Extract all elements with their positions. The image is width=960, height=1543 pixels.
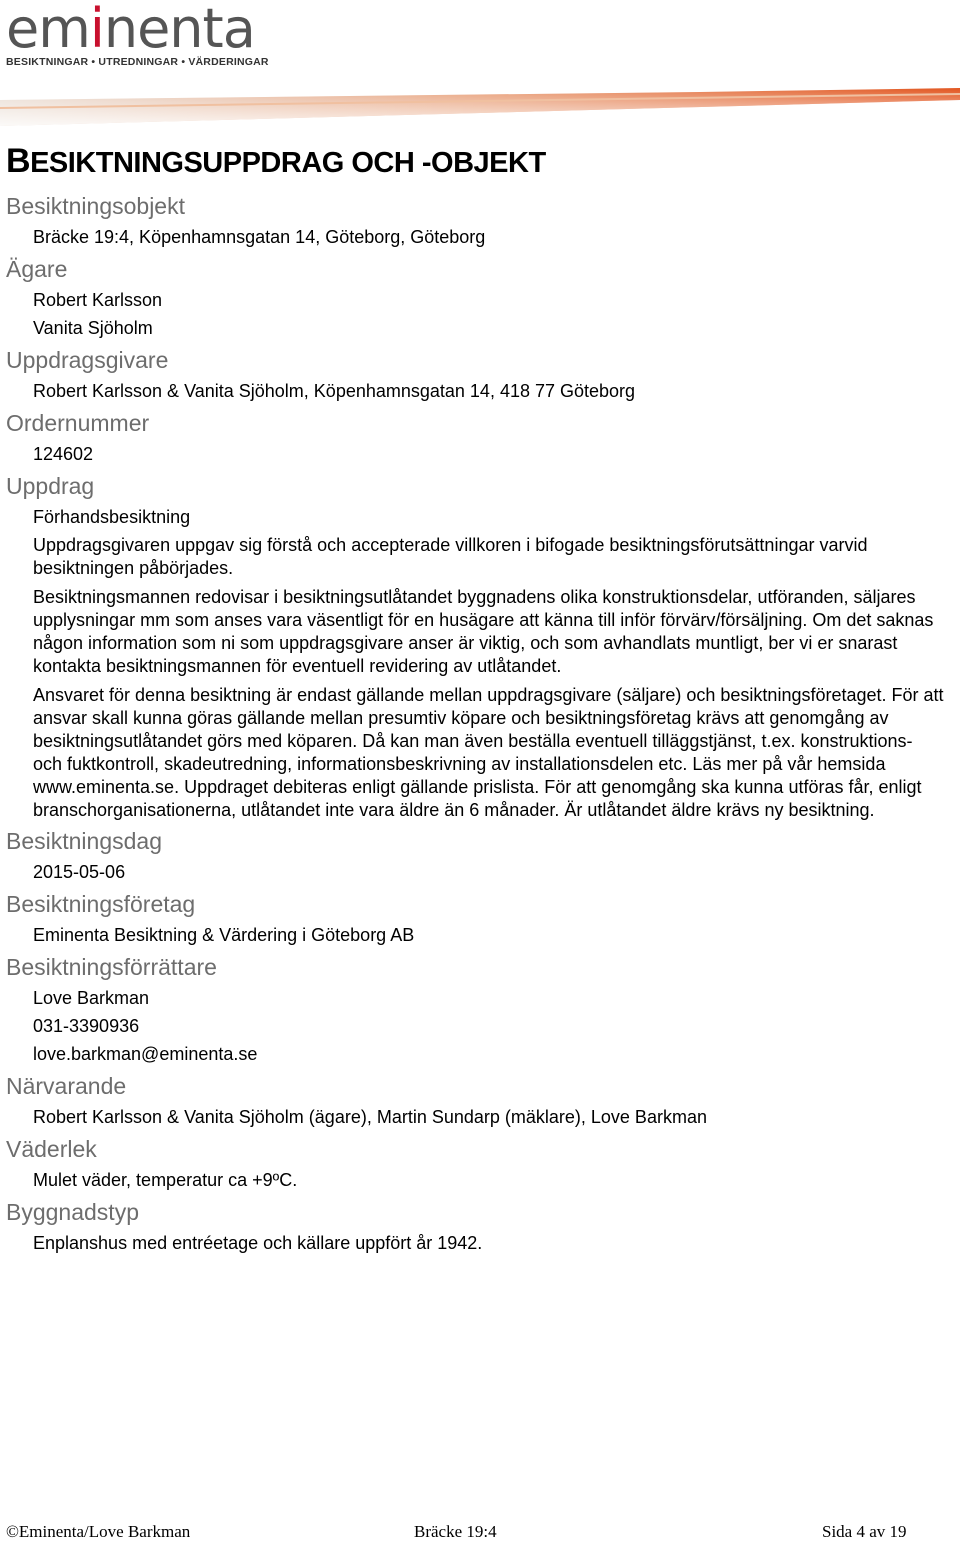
company-value: Eminenta Besiktning & Värdering i Göteborg AB (33, 925, 415, 945)
section-title-building: Byggnadstyp (6, 1199, 139, 1225)
assignment-paragraph-2: Besiktningsmannen redovisar i besiktningsutlåtandet byggnadens olika konstruktionsdelar, utföranden, säljares upplysningar mm som anses vara väsentligt för en husägare att känna till inför förvärv/försäljning. Om det saknas någon information som ni som uppdragsgivare anser är viktig, och som avhandlats muntligt, ber vi er snarast kontakta besiktningsmannen för eventuell revidering av utlåtandet. (33, 587, 934, 676)
page-footer (0, 1518, 960, 1542)
footer-property: Bräcke 19:4 (414, 1522, 497, 1541)
building-type-value: Enplanshus med entréetage och källare uppfört år 1942. (33, 1233, 483, 1253)
page-header (0, 0, 960, 130)
logo-tagline: BESIKTNINGAR • UTREDNINGAR • VÄRDERINGAR (6, 56, 269, 68)
inspector-email: love.barkman@eminenta.se (33, 1044, 258, 1064)
inspector-name: Love Barkman (33, 988, 150, 1008)
logo-wordmark: eminenta (6, 0, 255, 60)
inspector-phone: 031-3390936 (33, 1016, 140, 1036)
inspection-date-value: 2015-05-06 (33, 862, 126, 882)
header-banner-stripe (0, 86, 960, 126)
present-value: Robert Karlsson & Vanita Sjöholm (ägare), Martin Sundarp (mäklare), Love Barkman (33, 1107, 707, 1127)
section-title-present: Närvarande (6, 1073, 127, 1099)
section-title-object: Besiktningsobjekt (6, 193, 185, 219)
document-content (6, 136, 946, 1260)
owner-value-2: Vanita Sjöholm (33, 318, 153, 338)
document-title: BESIKTNINGSUPPDRAG OCH -OBJEKT (6, 142, 546, 180)
assignment-paragraph-3: Ansvaret för denna besiktning är endast gällande mellan uppdragsgivare (säljare) och besiktningsföretaget. För att ansvar skall kunna göras gällande mellan presumtiv köpare och besiktningsföretag krävs att genomgång av besiktningsutlåtandet görs med köparen. Då kan man även beställa eventuell tilläggstjänst, t.ex. konstruktions- och fuktkontroll, skadeutredning, informationsbeskrivning av installationsdelen etc. Läs mer på vår hemsida www.eminenta.se. Uppdraget debiteras enligt gällande prislista. För att genomgång ska kunna utföras får, enligt branschorganisationerna, utlåtandet inte vara äldre än 6 månader. Är utlåtandet äldre krävs ny besiktning. (33, 685, 944, 820)
object-value: Bräcke 19:4, Köpenhamnsgatan 14, Göteborg, Göteborg (33, 227, 486, 247)
footer-page-number: Sida 4 av 19 (822, 1522, 907, 1541)
section-title-assignment: Uppdrag (6, 473, 95, 499)
order-number-value: 124602 (33, 444, 94, 464)
section-title-client: Uppdragsgivare (6, 347, 169, 373)
section-title-company: Besiktningsföretag (6, 891, 196, 917)
section-title-weather: Väderlek (6, 1136, 97, 1162)
weather-value: Mulet väder, temperatur ca +9ºC. (33, 1170, 298, 1190)
section-title-date: Besiktningsdag (6, 828, 162, 854)
section-title-owner: Ägare (6, 256, 68, 282)
assignment-type-value: Förhandsbesiktning (33, 507, 191, 527)
client-value: Robert Karlsson & Vanita Sjöholm, Köpenhamnsgatan 14, 418 77 Göteborg (33, 381, 636, 401)
assignment-paragraph-1: Uppdragsgivaren uppgav sig förstå och accepterade villkoren i bifogade besiktningsförutsättningar varvid besiktningen påbörjades. (33, 535, 868, 578)
footer-copyright: ©Eminenta/Love Barkman (6, 1522, 191, 1541)
section-title-inspector: Besiktningsförrättare (6, 954, 217, 980)
owner-value-1: Robert Karlsson (33, 290, 163, 310)
section-title-order: Ordernummer (6, 410, 150, 436)
